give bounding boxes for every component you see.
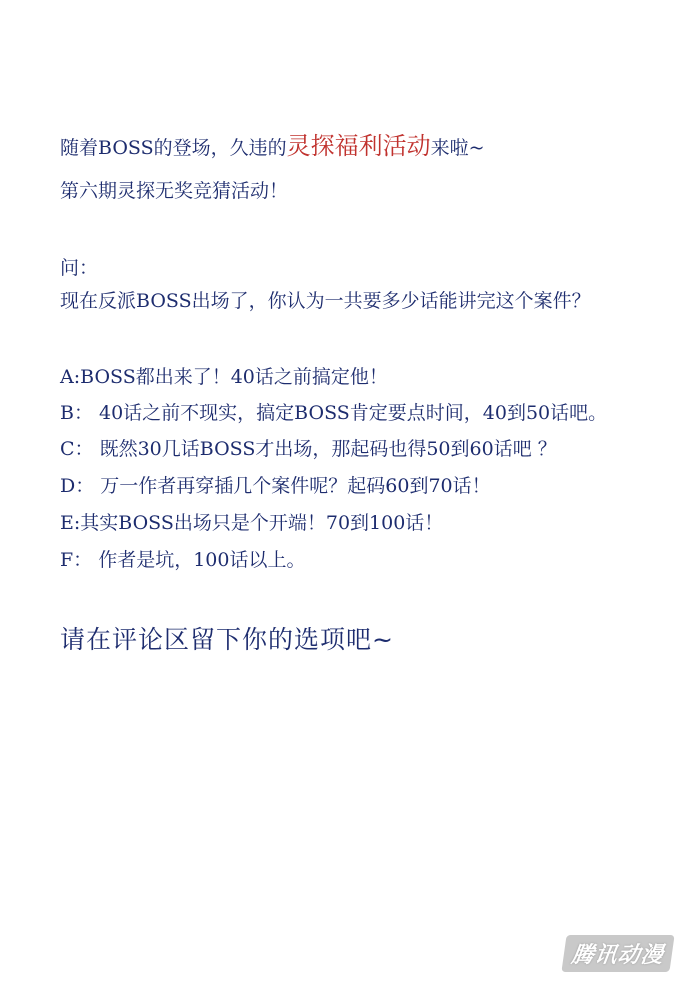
option-c: C： 既然30几话BOSS才出场，那起码也得50到60话吧 ？ xyxy=(60,438,557,460)
option-b: B： 40话之前不现实，搞定BOSS肯定要点时间，40到50话吧。 xyxy=(60,402,608,424)
call-to-action: 请在评论区留下你的选项吧~ xyxy=(60,625,394,654)
option-e: E:其实BOSS出场只是个开端！70到100话！ xyxy=(60,512,444,534)
question-text: 现在反派BOSS出场了，你认为一共要多少话能讲完这个案件？ xyxy=(60,290,591,312)
headline-prefix: 随着BOSS的登场，久违的 xyxy=(60,137,287,159)
question-label: 问： xyxy=(60,257,99,279)
option-f: F： 作者是坑，100话以上。 xyxy=(60,549,306,571)
option-d: D： 万一作者再穿插几个案件呢？起码60到70话！ xyxy=(60,475,491,497)
headline-highlight: 灵探福利活动 xyxy=(286,132,431,160)
headline-suffix: 来啦~ xyxy=(430,137,485,159)
subheadline: 第六期灵探无奖竞猜活动！ xyxy=(60,180,289,202)
option-a: A:BOSS都出来了！40话之前搞定他！ xyxy=(60,366,388,388)
headline xyxy=(60,134,485,160)
watermark-logo: 腾讯动漫 xyxy=(561,935,674,972)
